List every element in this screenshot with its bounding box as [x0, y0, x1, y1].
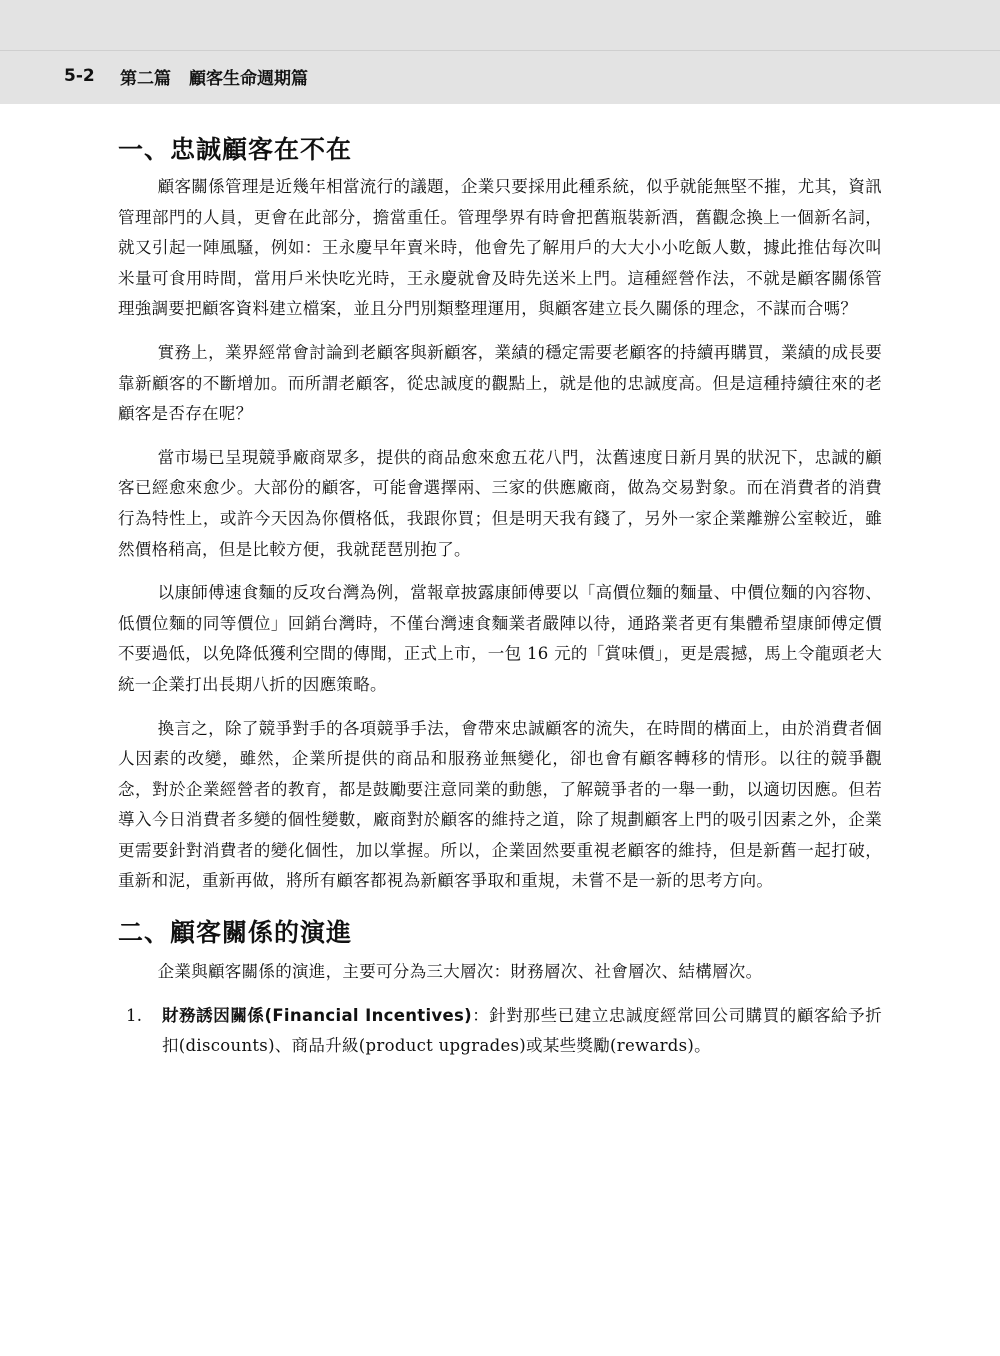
- body-paragraph: 當市場已呈現競爭廠商眾多，提供的商品愈來愈五花八門，汰舊速度日新月異的狀況下，忠誠的顧客已經愈來愈少。大部份的顧客，可能會選擇兩、三家的供應廠商，做為交易對象。而在消費者的消費行為特性上，或許今天因為你價格低，我跟你買；但是明天我有錢了，另外一家企業離辦公室較近，雖然價格稍高，但是比較方便，我就琵琶別抱了。: [118, 447, 882, 559]
- list-item-number: 1.: [126, 1005, 143, 1025]
- list-item-term: 財務誘因關係(Financial Incentives): [162, 1005, 472, 1025]
- part-label: 第二篇: [120, 68, 171, 89]
- page-body: [118, 128, 882, 1062]
- body-paragraph: 以康師傅速食麵的反攻台灣為例，當報章披露康師傅要以「高價位麵的麵量、中價位麵的內容物、低價位麵的同等價位」回銷台灣時，不僅台灣速食麵業者嚴陣以待，通路業者更有集體希望康師傅定價不要過低，以免降低獲利空間的傳聞，正式上市，一包 16 元的「賞味價」，更是震撼，馬上令龍頭老大統一企業打出長期八折的因應策略。: [118, 583, 882, 694]
- section-intro: 企業與顧客關係的演進，主要可分為三大層次：財務層次、社會層次、結構層次。: [157, 962, 763, 982]
- running-header: [64, 64, 308, 88]
- body-paragraph: 實務上，業界經常會討論到老顧客與新顧客，業績的穩定需要老顧客的持續再購買，業績的成長要靠新顧客的不斷增加。而所謂老顧客，從忠誠度的觀點上，就是他的忠誠度高。但是這種持續往來的老顧客是否存在呢？: [118, 342, 882, 424]
- section-heading: 一、忠誠顧客在不在: [118, 135, 353, 164]
- body-paragraph: 顧客關係管理是近幾年相當流行的議題，企業只要採用此種系統，似乎就能無堅不摧，尤其，資訊管理部門的人員，更會在此部分，擔當重任。管理學界有時會把舊瓶裝新酒，舊觀念換上一個新名詞，就又引起一陣風騷，例如：王永慶早年賣米時，他會先了解用戶的大大小小吃飯人數，據此推估每次叫米量可食用時間，當用戶米快吃光時，王永慶就會及時先送米上門。這種經營作法，不就是顧客關係管理強調要把顧客資料建立檔案，並且分門別類整理運用，與顧客建立長久關係的理念，不謀而合嗎？: [118, 177, 882, 319]
- part-title: 顧客生命週期篇: [189, 68, 308, 89]
- list-item-text: ：針對那些已建立忠誠度經常回公司購買的顧客給予折扣(discounts)、商品升級(product upgrades)或某些獎勵(rewards)。: [162, 1005, 883, 1056]
- page-number: 5-2: [64, 66, 95, 86]
- header-band-edge: [0, 50, 1000, 51]
- section-heading: 二、顧客關係的演進: [118, 918, 353, 948]
- numbered-list-item: [118, 1001, 882, 1062]
- body-paragraph: 換言之，除了競爭對手的各項競爭手法，會帶來忠誠顧客的流失，在時間的構面上，由於消費者個人因素的改變，雖然，企業所提供的商品和服務並無變化，卻也會有顧客轉移的情形。以往的競爭觀念，對於企業經營者的教育，都是鼓勵要注意同業的動態，了解競爭者的一舉一動，以適切因應。但若導入今日消費者多變的個性變數，廠商對於顧客的維持之道，除了規劃顧客上門的吸引因素之外，企業更需要針對消費者的變化個性，加以掌握。所以，企業固然要重視老顧客的維持，但是新舊一起打破，重新和泥，重新再做，將所有顧客都視為新顧客爭取和重規，未嘗不是一新的思考方向。: [118, 718, 882, 891]
